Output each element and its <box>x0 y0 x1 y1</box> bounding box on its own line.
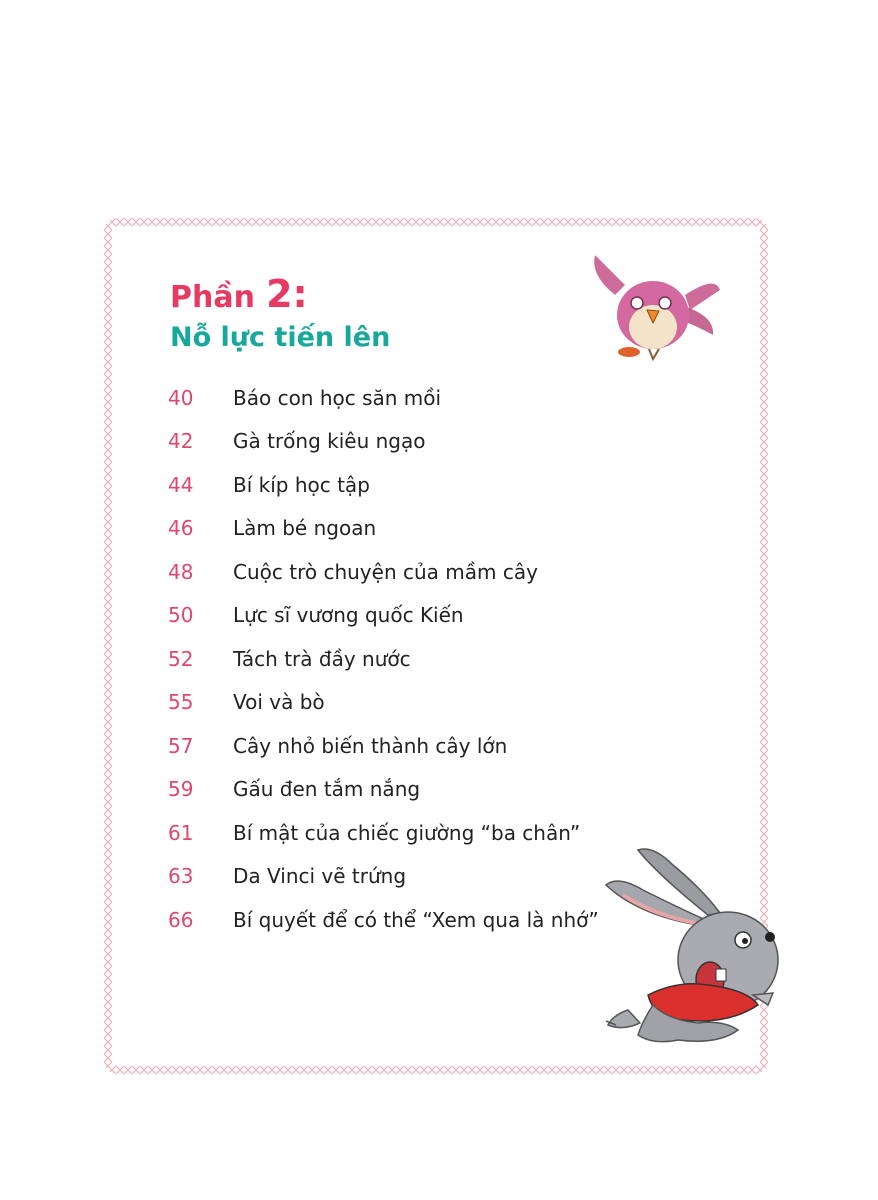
toc-entry-title: Bí kíp học tập <box>233 472 370 497</box>
section-title: Nỗ lực tiến lên <box>170 322 391 353</box>
part-label: Phần <box>170 280 255 315</box>
toc-entry-title: Gà trống kiêu ngạo <box>233 429 426 454</box>
toc-page-number: 55 <box>168 690 194 715</box>
toc-entry-title: Bí quyết để có thể “Xem qua là nhớ” <box>233 907 599 932</box>
toc-page-number: 40 <box>168 385 194 410</box>
toc-page-number: 48 <box>168 559 194 584</box>
toc-entry[interactable] <box>168 594 599 638</box>
toc-entry-title: Cây nhỏ biến thành cây lớn <box>233 733 508 758</box>
part-heading <box>170 272 308 316</box>
toc-page-number: 46 <box>168 516 194 541</box>
toc-page-number: 50 <box>168 603 194 628</box>
part-number: 2: <box>266 272 308 316</box>
toc-page-number: 63 <box>168 864 194 889</box>
toc-page-number: 42 <box>168 429 194 454</box>
toc-entry-title: Lực sĩ vương quốc Kiến <box>233 603 464 628</box>
toc-entry[interactable] <box>168 855 599 899</box>
toc-entry-title: Voi và bò <box>233 690 325 715</box>
toc-entry-title: Làm bé ngoan <box>233 516 377 541</box>
toc-entry[interactable] <box>168 463 599 507</box>
toc-entry-title: Da Vinci vẽ trứng <box>233 864 407 889</box>
toc-entry[interactable] <box>168 811 599 855</box>
gray-rabbit-illustration <box>598 845 788 1055</box>
pink-bird-illustration <box>585 255 725 365</box>
toc-entry-title: Gấu đen tắm nắng <box>233 777 421 802</box>
toc-page-number: 61 <box>168 820 194 845</box>
toc-entry[interactable] <box>168 507 599 551</box>
toc-page-number: 52 <box>168 646 194 671</box>
toc-page-number: 59 <box>168 777 194 802</box>
toc-entry-title: Báo con học săn mồi <box>233 385 442 410</box>
toc-entry[interactable] <box>168 898 599 942</box>
toc-page-number: 57 <box>168 733 194 758</box>
toc-entry-title: Cuộc trò chuyện của mầm cây <box>233 559 538 584</box>
toc-entry[interactable] <box>168 376 599 420</box>
toc-entry[interactable] <box>168 724 599 768</box>
toc-page-number: 66 <box>168 907 194 932</box>
toc-entry[interactable] <box>168 637 599 681</box>
toc-entry[interactable] <box>168 768 599 812</box>
toc-entry-title: Tách trà đầy nước <box>233 646 411 671</box>
toc-entry[interactable] <box>168 550 599 594</box>
toc-entry-title: Bí mật của chiếc giường “ba chân” <box>233 820 581 845</box>
toc-entry[interactable] <box>168 681 599 725</box>
toc-entry[interactable] <box>168 420 599 464</box>
toc-page-number: 44 <box>168 472 194 497</box>
table-of-contents <box>168 376 599 942</box>
